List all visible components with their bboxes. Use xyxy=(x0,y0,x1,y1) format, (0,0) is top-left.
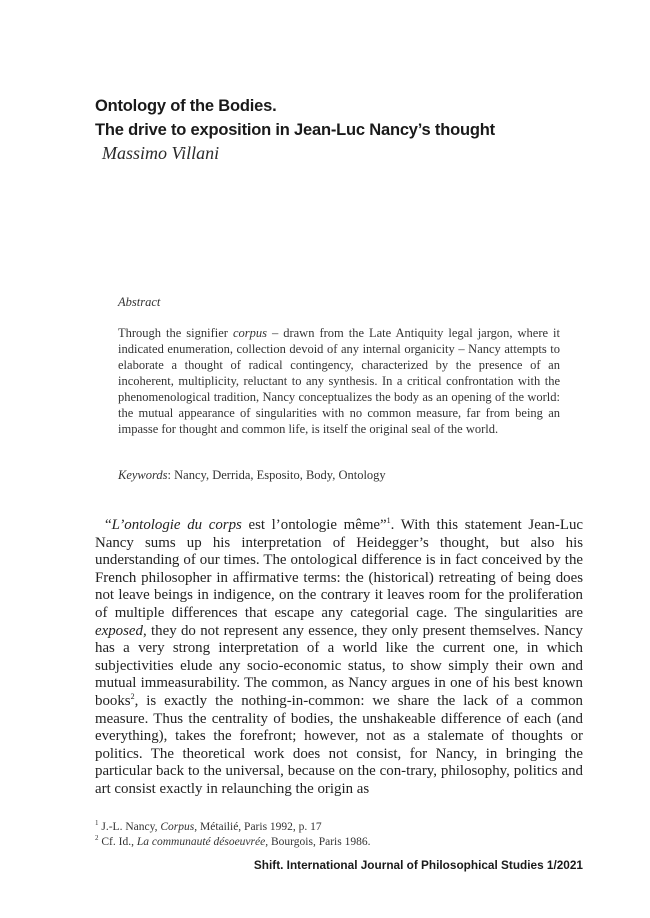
body-part-2: , they do not represent any essence, they only present themselves. Nancy has a very strong interpretation of a world like the current one, in which subjectivities elude any socio-economic status, to show simply their own and mutual immeasurability. The common, as Nancy argues in one of his best known books xyxy=(95,622,583,709)
abstract-corpus-term: corpus xyxy=(232,326,267,340)
footnote-ref-2[interactable]: 2 xyxy=(130,691,135,701)
body-paragraph xyxy=(95,517,583,799)
body-exposed: exposed xyxy=(95,622,143,639)
footnote-ref-1[interactable]: 1 xyxy=(386,516,391,526)
footnote-2-title: La communauté désoeuvrée xyxy=(136,835,266,848)
article-title xyxy=(95,94,615,142)
journal-footer: Shift. International Journal of Philosophical Studies 1/2021 xyxy=(253,858,583,872)
abstract-text xyxy=(118,325,560,437)
footnote-1 xyxy=(95,820,583,835)
footnote-mark-1: 1 xyxy=(95,819,99,828)
title-line-1: Ontology of the Bodies. xyxy=(95,97,277,115)
author-name: Massimo Villani xyxy=(102,143,220,163)
abstract-text-after: – drawn from the Late Antiquity legal jargon, where it indicated enumeration, collection devoid of any internal organicity – Nancy attempts to elaborate a thought of radical contingency, characterized by the presence of an incoherent, multiplicity, reluctant to any synthesis. In a critical confrontation with the phenomenological tradition, Nancy conceptualizes the body as an opening of the world: the mutual appearance of singularities with no common measure, far from being an impasse for thought and common life, is itself the original seal of the world. xyxy=(118,326,560,436)
footnote-2 xyxy=(95,835,583,850)
footnotes xyxy=(95,820,583,849)
footnote-mark-2: 2 xyxy=(95,833,99,842)
quote-rest: est l’ontologie même” xyxy=(241,517,387,533)
quote-open: “ xyxy=(105,517,112,533)
keywords xyxy=(118,468,560,483)
keywords-value: : Nancy, Derrida, Esposito, Body, Ontology xyxy=(167,468,386,482)
footnote-2-pre: Cf. Id., xyxy=(98,835,137,848)
body-part-1: . With this statement Jean-Luc Nancy sums up his interpretation of Heidegger’s thought, but also his understanding of our times. The ontological difference is in fact conceived by the French philosopher in affirmative terms: the (historical) retreating of being does not leave beings in indigence, on the contrary it leaves room for the proliferation of multiple differences that escape any categorial cage. The singularities are xyxy=(95,517,583,621)
title-line-2: The drive to exposition in Jean-Luc Nancy’s thought xyxy=(95,121,495,139)
body-part-3: , is exactly the nothing-in-common: we share the lack of a common measure. Thus the centrality of bodies, the unshakeable difference of each (and everything), takes the forefront; however, not as a stalemate of thoughts or politics. The theoretical work does not consist, for Nancy, in bringing the particular back to the universal, because on the con-trary, philosophy, politics and art consist exactly in relaunching the origin as xyxy=(95,692,583,797)
abstract-text-before: Through the signifier xyxy=(118,326,233,340)
abstract-heading: Abstract xyxy=(118,295,161,309)
footnote-1-post: , Métailié, Paris 1992, p. 17 xyxy=(194,821,322,833)
footnote-1-pre: J.-L. Nancy, xyxy=(98,821,161,833)
keywords-label: Keywords xyxy=(118,468,168,482)
quote-italic: L’ontologie du corps xyxy=(111,517,242,533)
footnote-1-title: Corpus xyxy=(160,821,195,833)
footnote-2-post: , Bourgois, Paris 1986. xyxy=(265,835,371,848)
